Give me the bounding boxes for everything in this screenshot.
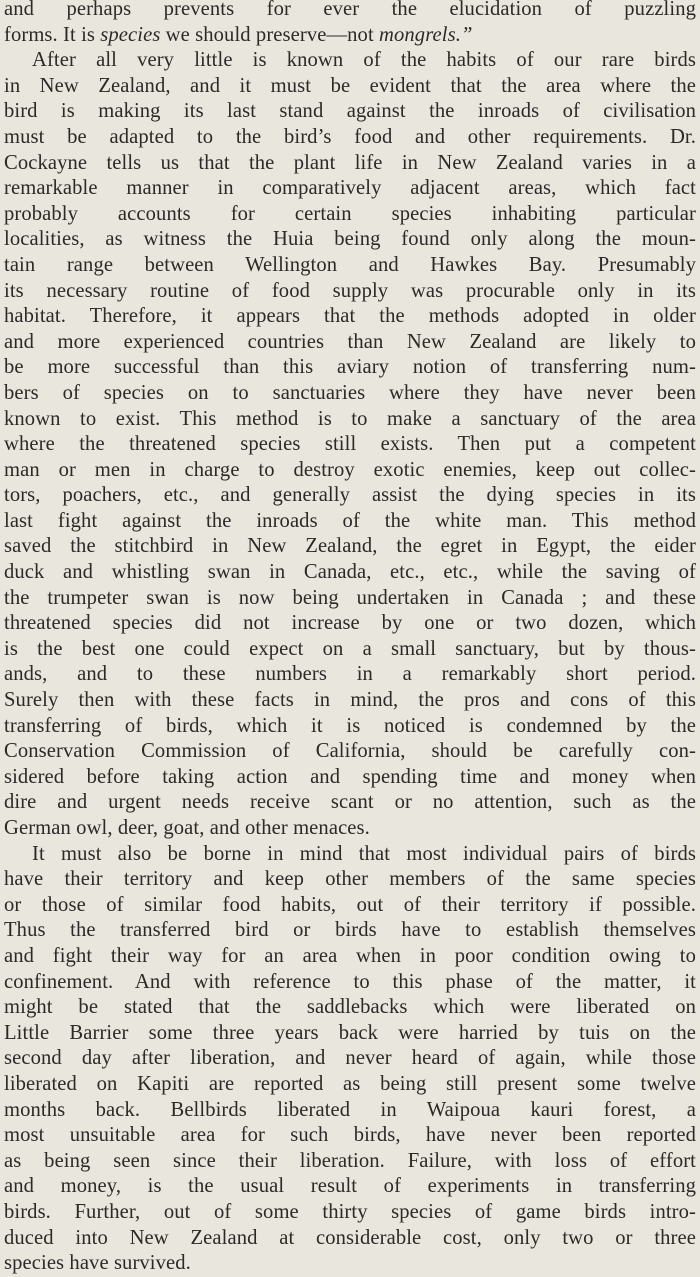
text-line: most unsuitable area for such birds, have never been reported (4, 1124, 696, 1147)
text-line: sidered before taking action and spending time and money when (4, 765, 696, 788)
text-line: birds. Further, out of some thirty species of game birds intro- (4, 1200, 696, 1223)
text-line: be more successful than this aviary notion of transferring num- (4, 356, 696, 379)
text-line: confinement. And with reference to this phase of the matter, it (4, 970, 696, 993)
text-line: months back. Bellbirds liberated in Waipoua kauri forest, a (4, 1098, 696, 1121)
text-line: is the best one could expect on a small sanctuary, but by thous- (4, 637, 696, 660)
text-line: and perhaps prevents for ever the elucidation of puzzling (4, 0, 696, 20)
text-line: man or men in charge to destroy exotic enemies, keep out collec- (4, 458, 696, 481)
text-line: second day after liberation, and never heard of again, while those (4, 1047, 696, 1070)
text-line: liberated on Kapiti are reported as being still present some twelve (4, 1072, 696, 1095)
text-line: might be stated that the saddlebacks which were liberated on (4, 996, 696, 1019)
text-line: and more experienced countries than New Zealand are likely to (4, 330, 696, 353)
document-body (4, 0, 700, 1277)
text-line: have their territory and keep other members of the same species (4, 868, 696, 891)
text-line: dire and urgent needs receive scant or no attention, such as the (4, 791, 696, 814)
text-line: After all very little is known of the habits of our rare birds (32, 49, 696, 72)
text-line: must be adapted to the bird’s food and other requirements. Dr. (4, 125, 696, 148)
text-line: German owl, deer, goat, and other menaces. (4, 817, 370, 839)
text-line: duck and whistling swan in Canada, etc., etc., while the saving of (4, 561, 696, 584)
text-line: localities, as witness the Huia being found only along the moun- (4, 228, 696, 251)
paragraph (4, 48, 700, 841)
text-line: Thus the transferred bird or birds have to establish themselves (4, 919, 696, 942)
text-line: the trumpeter swan is now being undertaken in Canada ; and these (4, 586, 696, 609)
text-line: its necessary routine of food supply was procurable only in its (4, 279, 696, 302)
text-line: remarkable manner in comparatively adjacent areas, which fact (4, 177, 696, 200)
text-line: tors, poachers, etc., and generally assist the dying species in its (4, 484, 696, 507)
text-line: tain range between Wellington and Hawkes Bay. Presumably (4, 253, 696, 276)
text-line: species have survived. (4, 1252, 191, 1275)
text-line: bers of species on to sanctuaries where they have never been (4, 381, 696, 404)
text-line: forms. It is species we should preserve—not mongrels.” (4, 23, 473, 46)
italic-text: species (100, 23, 161, 46)
text-line: transferring of birds, which it is noticed is condemned by the (4, 714, 696, 737)
text-line: threatened species did not increase by one or two dozen, which (4, 612, 696, 635)
text-line: Surely then with these facts in mind, the pros and cons of this (4, 689, 696, 712)
text-line: duced into New Zealand at considerable cost, only two or three (4, 1226, 696, 1249)
italic-text: mongrels.” (379, 23, 473, 46)
text-line: and money, is the usual result of experiments in transferring (4, 1175, 696, 1198)
text-line: saved the stitchbird in New Zealand, the egret in Egypt, the eider (4, 535, 696, 558)
text-line: where the threatened species still exists. Then put a competent (4, 433, 696, 456)
text-line: ands, and to these numbers in a remarkably short period. (4, 663, 696, 686)
text-line: as being seen since their liberation. Failure, with loss of effort (4, 1149, 696, 1172)
text-line: last fight against the inroads of the white man. This method (4, 509, 696, 532)
paragraph (4, 842, 700, 1277)
text-line: probably accounts for certain species inhabiting particular (4, 202, 696, 225)
paragraph (4, 0, 700, 48)
text-line: It must also be borne in mind that most individual pairs of birds (32, 842, 696, 865)
text-line: bird is making its last stand against the inroads of civilisation (4, 100, 696, 123)
text-line: Cockayne tells us that the plant life in New Zealand varies in a (4, 151, 696, 174)
text-line: Conservation Commission of California, should be carefully con- (4, 740, 696, 763)
text-line: or those of similar food habits, out of their territory if possible. (4, 893, 696, 916)
text-line: in New Zealand, and it must be evident that the area where the (4, 74, 696, 97)
text-line: known to exist. This method is to make a sanctuary of the area (4, 407, 696, 430)
text-line: habitat. Therefore, it appears that the methods adopted in older (4, 305, 696, 328)
text-line: and fight their way for an area when in poor condition owing to (4, 944, 696, 967)
text-line: Little Barrier some three years back were harried by tuis on the (4, 1021, 696, 1044)
